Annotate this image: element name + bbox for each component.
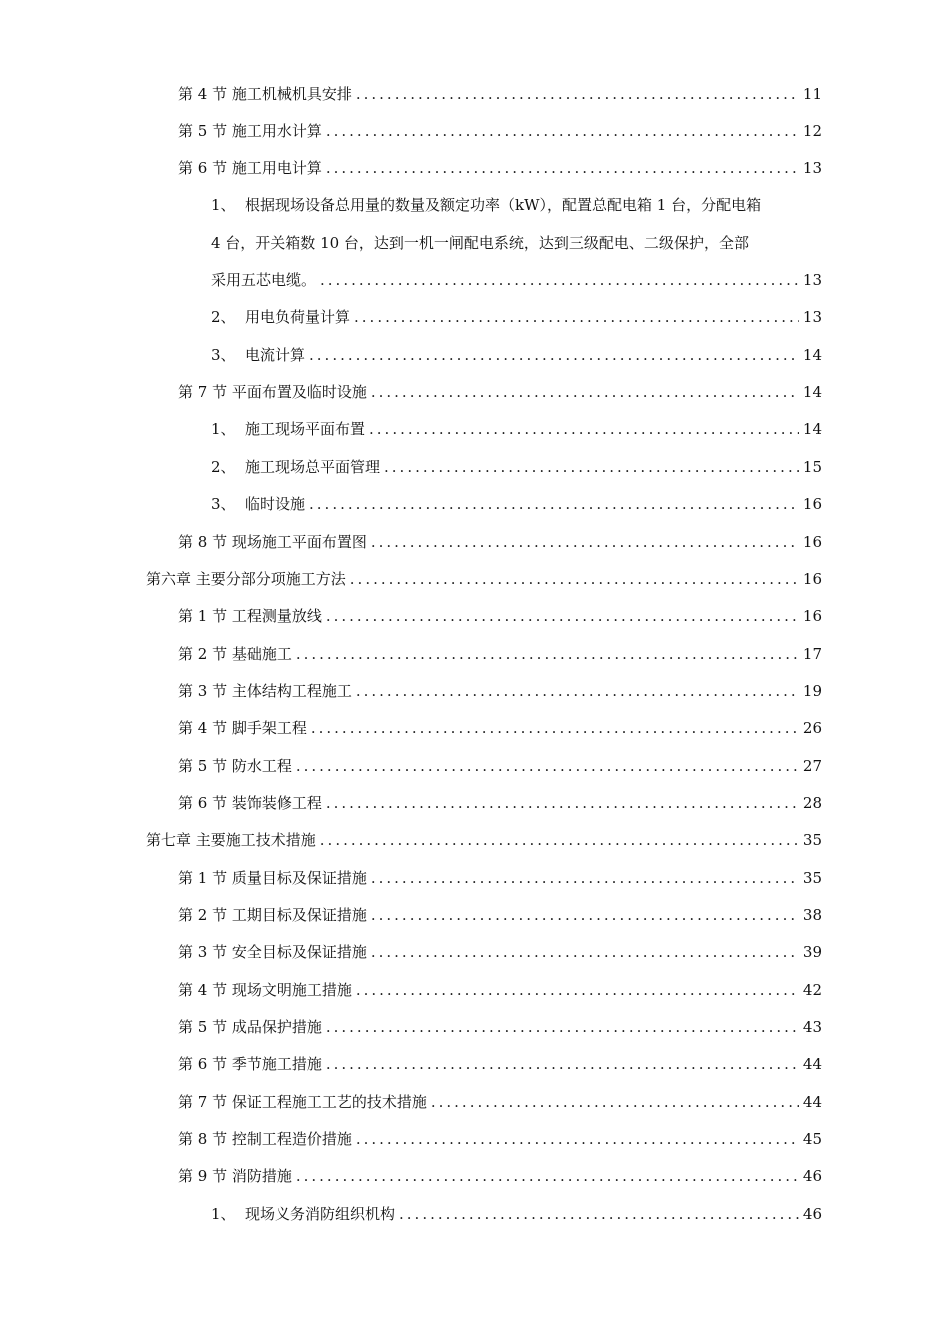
toc-entry-title-line3: 采用五芯电缆。 [211,271,317,289]
toc-page-number: 16 [802,607,822,625]
toc-item-number: 2、 [211,308,236,326]
toc-page-number: 42 [802,981,822,999]
dot-leader [326,789,799,817]
dot-leader [320,266,799,294]
toc-entry-title: 第 2 节 基础施工 [178,645,292,663]
dot-leader [371,938,799,966]
toc-entry-title: 第 6 节 施工用电计算 [178,159,322,177]
toc-entry[interactable] [178,714,822,742]
toc-entry[interactable] [178,1088,822,1116]
dot-leader [356,677,799,705]
toc-item-label: 现场义务消防组织机构 [245,1205,396,1223]
dot-leader [296,640,799,668]
toc-entry-title: 第 4 节 脚手架工程 [178,719,307,737]
toc-page-number: 14 [802,346,822,364]
toc-page-number: 13 [802,159,822,177]
toc-entry[interactable] [178,640,822,668]
toc-entry-multiline-line1[interactable] [211,191,761,219]
toc-entry[interactable] [178,117,822,145]
toc-page-number: 19 [802,682,822,700]
toc-entry-title [211,303,350,331]
toc-item-label: 施工现场总平面管理 [245,458,381,476]
toc-page-number: 13 [802,271,822,289]
toc-entry[interactable] [178,1125,822,1153]
toc-entry[interactable] [178,528,822,556]
toc-entry[interactable] [178,602,822,630]
toc-item-label: 用电负荷量计算 [245,308,351,326]
dot-leader [371,378,799,406]
toc-entry-title: 第 2 节 工期目标及保证措施 [178,906,367,924]
dot-leader [356,80,799,108]
toc-entry[interactable] [211,1200,822,1228]
toc-page-number: 28 [802,794,822,812]
dot-leader [354,303,799,331]
dot-leader [326,154,799,182]
toc-page-number: 44 [802,1093,822,1111]
toc-entry-multiline-line2[interactable] [211,229,749,257]
toc-chapter-title: 第六章 主要分部分项施工方法 [146,570,346,588]
toc-page-number: 45 [802,1130,822,1148]
toc-entry[interactable] [178,677,822,705]
toc-item-label: 施工现场平面布置 [245,420,366,438]
toc-entry-title: 第 6 节 季节施工措施 [178,1055,322,1073]
toc-page-number: 11 [802,85,822,103]
dot-leader [309,341,799,369]
dot-leader [369,415,799,443]
toc-entry-title: 第 7 节 保证工程施工工艺的技术措施 [178,1093,427,1111]
toc-page-number: 35 [802,831,822,849]
toc-page-number: 39 [802,943,822,961]
toc-entry[interactable] [178,864,822,892]
toc-entry-title-line1: 根据现场设备总用量的数量及额定功率（kW），配置总配电箱 1 台，分配电箱 [245,196,762,214]
toc-page-number: 15 [802,458,822,476]
toc-entry[interactable] [211,341,822,369]
toc-item-number: 1、 [211,196,236,214]
toc-entry[interactable] [211,415,822,443]
toc-page-number: 43 [802,1018,822,1036]
toc-item-label: 电流计算 [245,346,306,364]
dot-leader [296,1162,799,1190]
toc-entry-title: 第 5 节 施工用水计算 [178,122,322,140]
toc-page-number: 26 [802,719,822,737]
toc-entry-title [211,1200,395,1228]
toc-page-number: 46 [802,1205,822,1223]
toc-entry-title: 第 4 节 施工机械机具安排 [178,85,352,103]
dot-leader [356,976,799,1004]
toc-entry-title: 第 7 节 平面布置及临时设施 [178,383,367,401]
toc-entry-title: 第 6 节 装饰装修工程 [178,794,322,812]
dot-leader [326,602,799,630]
toc-entry-title: 第 8 节 控制工程造价措施 [178,1130,352,1148]
dot-leader [326,1050,799,1078]
toc-entry-title: 第 1 节 质量目标及保证措施 [178,869,367,887]
dot-leader [371,528,799,556]
toc-page-number: 13 [802,308,822,326]
toc-page-number: 16 [802,495,822,513]
toc-item-number: 3、 [211,346,236,364]
toc-entry-title: 第 5 节 防水工程 [178,757,292,775]
toc-page-number: 27 [802,757,822,775]
toc-chapter-entry[interactable] [146,565,822,593]
dot-leader [356,1125,799,1153]
toc-entry-title: 第 9 节 消防措施 [178,1167,292,1185]
toc-entry-title: 第 1 节 工程测量放线 [178,607,322,625]
toc-item-number: 3、 [211,495,236,513]
toc-entry[interactable] [178,1162,822,1190]
toc-page-number: 12 [802,122,822,140]
dot-leader [371,864,799,892]
toc-entry[interactable] [178,976,822,1004]
toc-page-number: 46 [802,1167,822,1185]
toc-entry-title: 第 3 节 安全目标及保证措施 [178,943,367,961]
toc-entry-title: 第 4 节 现场文明施工措施 [178,981,352,999]
toc-entry-title [211,415,365,443]
dot-leader [326,117,799,145]
dot-leader [309,490,799,518]
toc-entry-title: 第 8 节 现场施工平面布置图 [178,533,367,551]
toc-entry[interactable] [178,378,822,406]
toc-entry-title: 第 3 节 主体结构工程施工 [178,682,352,700]
toc-entry-title [211,490,305,518]
toc-page-number: 17 [802,645,822,663]
toc-item-number: 2、 [211,458,236,476]
toc-chapter-entry[interactable] [146,826,822,854]
toc-entry[interactable] [211,453,822,481]
toc-entry[interactable] [211,490,822,518]
dot-leader [350,565,799,593]
dot-leader [384,453,799,481]
toc-page-number: 14 [802,383,822,401]
toc-page-number: 38 [802,906,822,924]
toc-entry[interactable] [178,752,822,780]
toc-page-number: 35 [802,869,822,887]
toc-entry[interactable] [178,938,822,966]
dot-leader [326,1013,799,1041]
toc-page-number: 14 [802,420,822,438]
toc-entry[interactable] [178,789,822,817]
toc-item-number: 1、 [211,420,236,438]
toc-page-number: 16 [802,533,822,551]
dot-leader [399,1200,799,1228]
toc-entry[interactable] [211,303,822,331]
toc-entry[interactable] [178,1050,822,1078]
toc-page-number: 16 [802,570,822,588]
toc-entry[interactable] [178,1013,822,1041]
toc-entry-title-line2: 4 台，开关箱数 10 台，达到一机一闸配电系统，达到三级配电、二级保护，全部 [211,234,749,252]
toc-entry[interactable] [211,266,822,294]
toc-entry[interactable] [178,80,822,108]
dot-leader [371,901,799,929]
toc-entry-title [211,453,380,481]
toc-item-number: 1、 [211,1205,236,1223]
toc-entry[interactable] [178,901,822,929]
toc-chapter-title: 第七章 主要施工技术措施 [146,831,316,849]
toc-page-number: 44 [802,1055,822,1073]
dot-leader [320,826,799,854]
dot-leader [431,1088,799,1116]
dot-leader [296,752,799,780]
toc-entry[interactable] [178,154,822,182]
dot-leader [311,714,799,742]
toc-entry-title [211,341,305,369]
toc-entry-title: 第 5 节 成品保护措施 [178,1018,322,1036]
toc-item-label: 临时设施 [245,495,306,513]
